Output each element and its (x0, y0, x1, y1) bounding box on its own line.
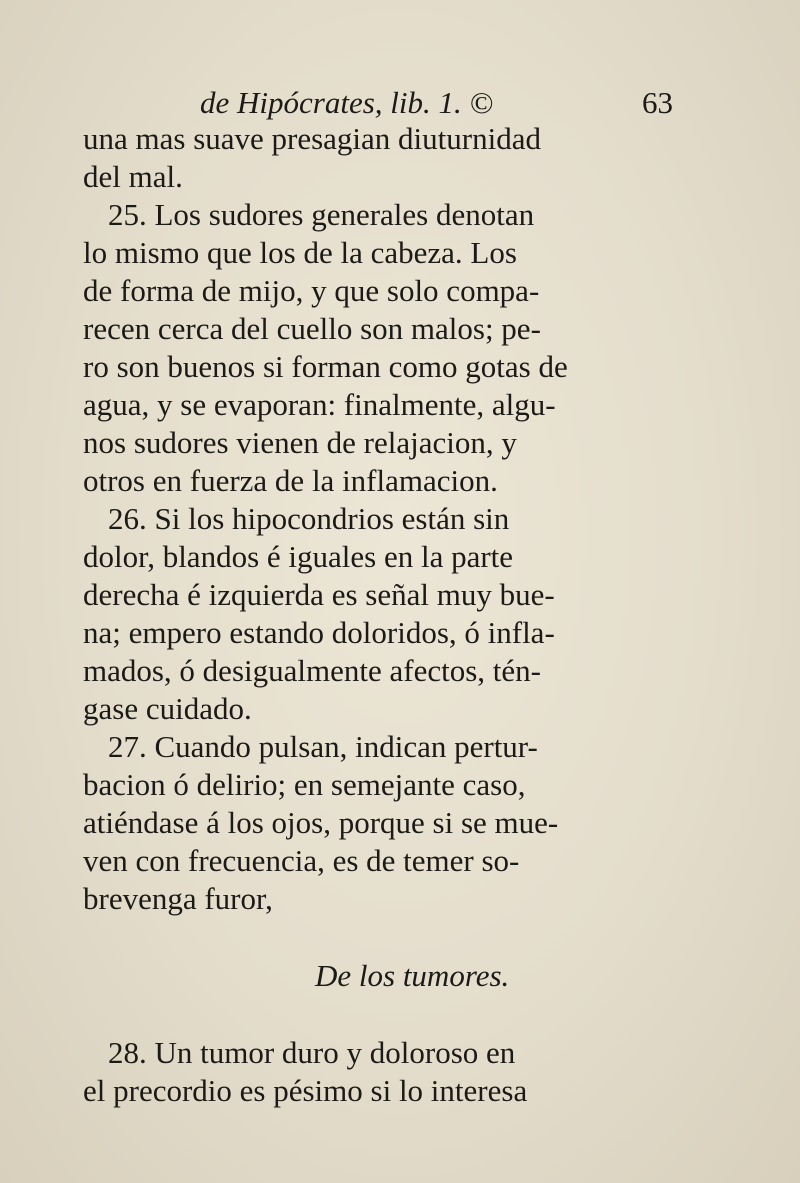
section-heading: De los tumores. (315, 958, 510, 993)
page-number: 63 (642, 85, 673, 120)
text-line: de forma de mijo, y que solo compa- (83, 273, 540, 308)
running-title: de Hipócrates, lib. 1. © (200, 85, 494, 120)
text-line: agua, y se evaporan: finalmente, algu- (83, 387, 556, 422)
text-line: una mas suave presagian diuturnidad (83, 121, 541, 156)
text-line: dolor, blandos é iguales en la parte (83, 539, 514, 574)
text-line: mados, ó desigualmente afectos, tén- (83, 653, 541, 688)
text-line: otros en fuerza de la inflamacion. (83, 463, 498, 498)
text-line: lo mismo que los de la cabeza. Los (83, 235, 517, 270)
text-line: atiéndase á los ojos, porque si se mue- (83, 805, 559, 840)
text-line: recen cerca del cuello son malos; pe- (83, 311, 541, 346)
text-line: del mal. (83, 159, 183, 194)
text-line: el precordio es pésimo si lo interesa (83, 1073, 528, 1108)
text-line: nos sudores vienen de relajacion, y (83, 425, 517, 460)
text-line: 26. Si los hipocondrios están sin (108, 501, 510, 536)
text-line: brevenga furor, (83, 881, 273, 916)
text-line: 25. Los sudores generales denotan (108, 197, 535, 232)
text-line: ven con frecuencia, es de temer so- (83, 843, 520, 878)
text-line: bacion ó delirio; en semejante caso, (83, 767, 526, 802)
text-line: na; empero estando doloridos, ó infla- (83, 615, 555, 650)
text-line: 28. Un tumor duro y doloroso en (108, 1035, 516, 1070)
running-header (200, 84, 740, 122)
text-line: 27. Cuando pulsan, indican pertur- (108, 729, 538, 764)
text-line: gase cuidado. (83, 691, 252, 726)
text-line: derecha é izquierda es señal muy bue- (83, 577, 555, 612)
text-line: ro son buenos si forman como gotas de (83, 349, 568, 384)
